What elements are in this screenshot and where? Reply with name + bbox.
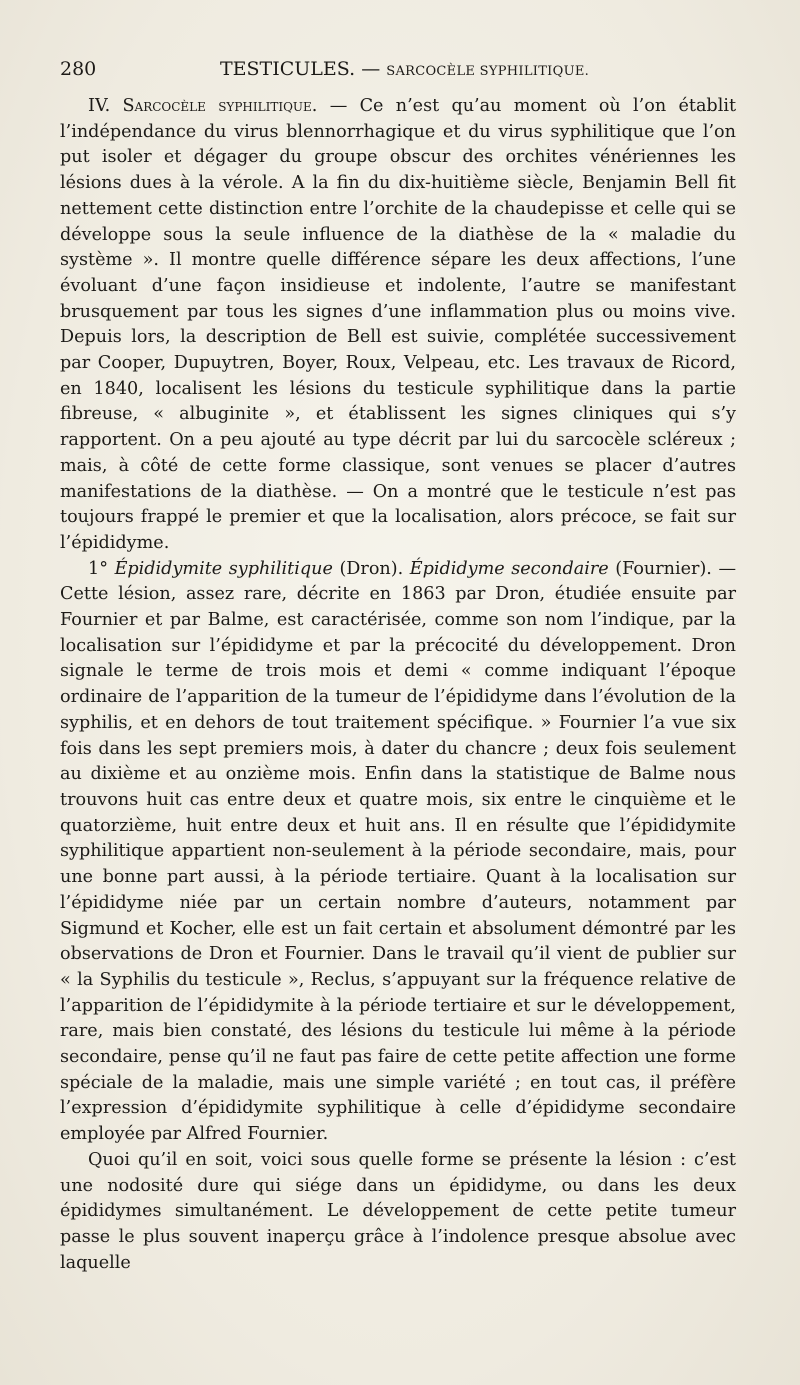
section-number: IV. [88, 96, 111, 116]
item-title-a: Épididymite syphilitique [114, 558, 333, 579]
item-title-b: Épididyme secondaire [409, 558, 609, 579]
paragraph-3: Quoi qu’il en soit, voici sous quelle forme se présente la lésion : c’est une nodosité dure qui siége dans un épididyme, ou dans les deux épididymes simultanément. Le développement de cette petite tumeur passe le plus souvent inaperçu grâce à l’indolence presque absolue avec laquelle [60, 1149, 736, 1273]
running-header [60, 58, 736, 88]
header-subtitle: SARCOCÈLE SYPHILITIQUE. [386, 64, 590, 79]
page-number: 280 [60, 58, 97, 80]
paragraph-1-text: — Ce n’est qu’au moment où l’on établit l’indépendance du virus blennorrhagique et du virus syphilitique que l’on put isoler et dégager du groupe obscur des orchites vénériennes les lésions dues à la vérole. A la fin du dix-huitième siècle, Benjamin Bell fit nettement cette distinction entre l’orchite de la chaudepisse et celle qui se développe sous la seule influence de la diathèse de la « maladie du système ». Il montre quelle différence sépare les deux affections, l’une évoluant d’une façon insidieuse et indolente, l’autre se manifestant brusquement par tous les signes d’une inflammation plus ou moins vive. Depuis lors, la description de Bell est suivie, complétée successivement par Cooper, Dupuytren, Boyer, Roux, Velpeau, etc. Les travaux de Ricord, en 1840, localisent les lésions du testicule syphilitique dans la partie fibreuse, « albuginite », et établissent les signes cliniques qui s’y rapportent. On a peu ajouté au type décrit par lui du sarcocèle scléreux ; mais, à côté de cette forme classique, sont venues se placer d’autres manifestations de la diathèse. — On a montré que le testicule n’est pas toujours frappé le premier et que la localisation, alors précoce, se fait sur l’épididyme. [60, 96, 737, 553]
paragraph-section-intro [60, 94, 736, 557]
paragraph-item-1 [60, 557, 736, 1148]
running-title [220, 58, 589, 80]
header-title: TESTICULES. [220, 58, 356, 80]
body-text [60, 94, 736, 1276]
item-paren-a: (Dron). [339, 558, 404, 579]
header-separator: — [361, 58, 381, 80]
paragraph-2-text: — Cette lésion, assez rare, décrite en 1863 par Dron, étudiée ensuite par Fournier et par Balme, est caractérisée, comme son nom l’indique, par la localisation sur l’épididyme et par la précocité du développement. Dron signale le terme de trois mois et demi « comme indiquant l’époque ordinaire de l’apparition de la tumeur de l’épididyme dans l’évolution de la syphilis, et en dehors de tout traitement spécifique. » Fournier l’a vue six fois dans les sept premiers mois, à dater du chancre ; deux fois seulement au dixième et au onzième mois. Enfin dans la statistique de Balme nous trouvons huit cas entre deux et quatre mois, six entre le cinquième et le quatorzième, huit entre deux et huit ans. Il en résulte que l’épididymite syphilitique appartient non-seulement à la période secondaire, mais, pour une bonne part aussi, à la période tertiaire. Quant à la localisation sur l’épididyme niée par un certain nombre d’auteurs, notamment par Sigmund et Kocher, elle est un fait certain et absolument démontré par les observations de Dron et Fournier. Dans le travail qu’il vient de publier sur « la Syphilis du testicule », Reclus, s’appuyant sur la fréquence relative de l’apparition de l’épididymite à la période tertiaire et sur le développement, rare, mais bien constaté, des lésions du testicule lui même à la période secondaire, pense qu’il ne faut pas faire de cette petite affection une forme spéciale de la maladie, mais une simple variété ; en tout cas, il préfère l’expression d’épididymite syphilitique à celle d’épididyme secondaire employée par Alfred Fournier. [60, 558, 737, 1145]
item-number: 1° [88, 558, 108, 579]
item-paren-b: (Fournier). [615, 558, 712, 579]
section-heading: Sarcocèle syphilitique. [122, 96, 318, 116]
